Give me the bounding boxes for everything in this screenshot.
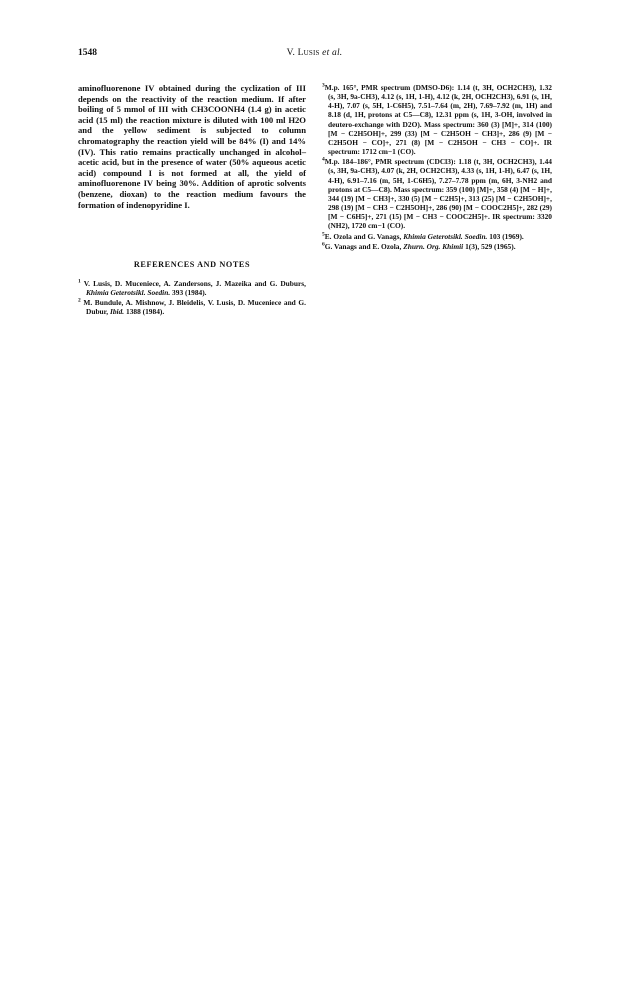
- note-number: 5: [322, 231, 325, 238]
- note-journal: Zhurn. Org. Khimii: [403, 241, 464, 251]
- reference-item: [78, 279, 306, 297]
- note-number: 6: [322, 241, 325, 248]
- note-number: 4: [322, 156, 325, 163]
- note-item: [322, 83, 552, 156]
- note-item: [322, 157, 552, 230]
- page-number: 1548: [78, 48, 97, 58]
- reference-details: 393 (1984).: [172, 287, 207, 297]
- reference-number: 2: [78, 297, 81, 304]
- right-column: [322, 83, 552, 252]
- body-paragraph: aminofluorenone IV obtained during the cyclization of III depends on the reactivity of the reaction medium. If after boiling of 5 mmol of III with CH3COONH4 (1.4 g) in acetic acid (15 ml) the reaction mixture is diluted with 100 ml H2O and the yellow sediment is subjected to column chromatography the reaction yield will be 84% (I) and 14% (IV). This ratio remains practically unchanged in alcohol–acetic acid, but in the presence of water (50% aqueous acetic acid) compound I is not formed at all, the yield of aminofluorenone IV being 30%. Addition of aprotic solvents (benzene, dioxan) to the reaction medium favours the formation of indenopyridine I.: [78, 83, 306, 210]
- reference-number: 1: [78, 278, 81, 285]
- reference-authors: V. Lusis, D. Muceniece, A. Zandersons, J. Mazeika and G. Duburs,: [83, 278, 306, 288]
- reference-authors: M. Bundule, A. Mishnow, J. Bleidelis, V. Lusis, D. Muceniece and G. Dubur,: [83, 297, 306, 316]
- running-head-etal: et al.: [322, 48, 343, 58]
- running-head-author: V. Lusis: [286, 48, 320, 58]
- note-number: 3: [322, 82, 325, 89]
- reference-journal: Ibid.: [109, 306, 125, 316]
- note-authors: E. Ozola and G. Vanags,: [324, 231, 402, 241]
- note-details: 1(3), 529 (1965).: [465, 241, 516, 251]
- reference-journal: Khimia Geterotsikl. Soedin.: [86, 287, 171, 297]
- note-authors: G. Vanags and E. Ozola,: [324, 241, 402, 251]
- note-text: M.p. 184–186°, PMR spectrum (CDCl3): 1.18 (t, 3H, OCH2CH3), 1.44 (s, 3H, 9a-CH3), 4.07 (k, 2H, OCH2CH3), 4.33 (s, 1H, 1-H), 6.47 (s, 1H, 4-H), 6.91–7.16 (m, 5H, 1-C6H5), 7.27–7.78 ppm (m, 6H, 3-NH2 and protons at C5—C8). Mass spectrum: 359 (100) [M]+, 358 (4) [M − H]+, 344 (19) [M − CH3]+, 330 (5) [M − C2H5]+, 313 (25) [M − C2H5OH]+, 298 (19) [M − CH3 − C2H5OH]+, 286 (90) [M − COOC2H5]+, 282 (29) [M − C6H5]+, 271 (15) [M − CH3 − COOC2H5]+. IR spectrum: 3320 (NH2), 1720 cm−1 (CO).: [324, 157, 552, 231]
- left-column: [78, 83, 306, 316]
- reference-details: 1388 (1984).: [126, 306, 165, 316]
- note-item: [322, 242, 552, 251]
- references-heading: REFERENCES AND NOTES: [133, 260, 251, 270]
- note-details: 103 (1969).: [489, 231, 524, 241]
- note-text: M.p. 165°, PMR spectrum (DMSO-D6): 1.14 (t, 3H, OCH2CH3), 1.32 (s, 3H, 9a-CH3), 4.12 (s, 1H, 1-H), 4.12 (k, 2H, OCH2CH3), 6.91 (s, 1H, 4-H), 7.07 (s, 5H, 1-C6H5), 7.51–7.64 (m, 2H), 7.69–7.92 (m, 1H) and 8.18 (d, 1H, protons at C5—C8), 12.31 ppm (s, 1H, 3-OH, involved in deutero-exchange with D2O). Mass spectrum: 360 (3) [M]+, 314 (100) [M − C2H5OH]+, 299 (33) [M − C2H5OH − CH3]+, 286 (9) [M − C2H5OH − CO]+, 271 (8) [M − C2H5OH − CH3 − CO]+. IR spectrum: 1712 cm−1 (CO).: [324, 83, 552, 157]
- reference-item: [78, 298, 306, 316]
- page-header: [78, 48, 551, 60]
- note-item: [322, 232, 552, 241]
- note-journal: Khimia Geterotsikl. Soedin.: [403, 231, 488, 241]
- running-head: [78, 48, 551, 58]
